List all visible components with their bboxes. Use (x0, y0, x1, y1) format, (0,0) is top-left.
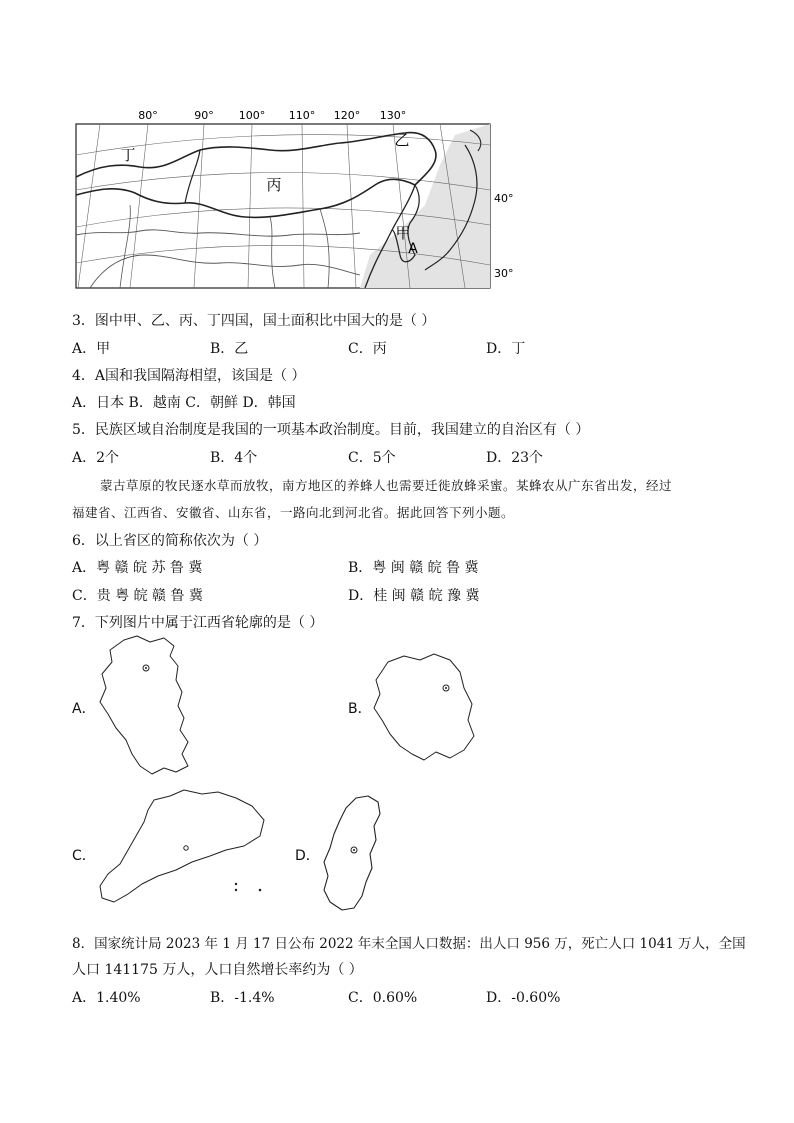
question-6-option-c[interactable]: C．贵 粤 皖 赣 鲁 冀 (72, 588, 203, 604)
question-8-option-d[interactable]: D．-0.60% (486, 990, 561, 1006)
question-7-figure-d[interactable] (316, 792, 388, 914)
question-6-stem: 6．以上省区的简称依次为（ ） (72, 533, 268, 549)
label-bing: 丙 (266, 176, 282, 194)
question-5-option-b[interactable]: B．4个 (210, 450, 258, 466)
capital-marker-icon (184, 846, 188, 850)
lon-label-120: 120° (333, 109, 361, 122)
lon-label-130: 130° (379, 109, 407, 122)
question-4-stem: 4．A国和我国隔海相望，该国是（ ） (72, 368, 306, 384)
question-8-stem-line-2: 人口 141175 万人，人口自然增长率约为（ ） (72, 962, 363, 978)
asia-map-svg (70, 105, 520, 295)
label-a: A (408, 241, 418, 257)
question-7-figure-a[interactable] (92, 632, 202, 778)
question-3-option-a[interactable]: A．甲 (72, 341, 111, 357)
question-8-option-a[interactable]: A．1.40% (72, 990, 141, 1006)
question-5-option-d[interactable]: D．23个 (486, 450, 544, 466)
lat-label-40: 40° (494, 192, 514, 205)
question-6-option-a[interactable]: A．粤 赣 皖 苏 鲁 冀 (72, 560, 203, 576)
label-jia: 甲 (395, 224, 411, 242)
question-7-label-d[interactable]: D． (295, 848, 320, 864)
capital-marker-icon (353, 849, 355, 851)
question-8-option-b[interactable]: B．-1.4% (210, 990, 275, 1006)
question-4-options[interactable]: A．日本 B．越南 C．朝鲜 D．韩国 (72, 395, 296, 411)
province-b-outline (374, 654, 474, 760)
capital-marker-icon (145, 667, 147, 669)
label-yi: 乙 (394, 131, 410, 149)
island-dot (235, 883, 237, 885)
jiangxi-outline (100, 636, 188, 774)
question-7-figure-b[interactable] (368, 648, 480, 766)
question-3-option-d[interactable]: D．丁 (486, 341, 526, 357)
island-dot (259, 889, 262, 892)
question-7-label-c[interactable]: C． (72, 848, 96, 864)
question-5-option-a[interactable]: A．2个 (72, 450, 120, 466)
label-ding: 丁 (120, 146, 136, 164)
lon-label-100: 100° (238, 109, 266, 122)
lon-label-90: 90° (194, 109, 214, 122)
question-7-label-b[interactable]: B． (348, 701, 372, 717)
lon-label-80: 80° (138, 109, 158, 122)
passage-line-1: 蒙古草原的牧民逐水草而放牧，南方地区的养蜂人也需要迁徙放蜂采蜜。某蜂农从广东省出发，经过 (100, 478, 673, 493)
question-3-option-b[interactable]: B．乙 (210, 341, 249, 357)
question-5-stem: 5．民族区域自治制度是我国的一项基本政治制度。目前，我国建立的自治区有（ ） (72, 422, 590, 438)
question-5-option-c[interactable]: C．5个 (348, 450, 396, 466)
question-3-option-c[interactable]: C．丙 (348, 341, 387, 357)
question-6-option-d[interactable]: D．桂 闽 赣 皖 豫 冀 (348, 588, 480, 604)
island-dot (235, 889, 237, 891)
question-8-stem-line-1: 8．国家统计局 2023 年 1 月 17 日公布 2022 年末全国人口数据：出人口 956 万，死亡人口 1041 万人，全国 (72, 936, 746, 952)
question-6-option-b[interactable]: B．粤 闽 赣 皖 鲁 冀 (348, 560, 479, 576)
question-7-stem: 7．下列图片中属于江西省轮廓的是（ ） (72, 615, 324, 631)
lon-label-110: 110° (288, 109, 316, 122)
question-8-option-c[interactable]: C．0.60% (348, 990, 418, 1006)
question-7-figure-c[interactable] (92, 786, 278, 912)
question-3-stem: 3．图中甲、乙、丙、丁四国，国土面积比中国大的是（ ） (72, 313, 436, 329)
province-c-outline (100, 790, 264, 902)
passage-line-2: 福建省、江西省、安徽省、山东省，一路向北到河北省。据此回答下列小题。 (72, 505, 515, 520)
province-d-outline (324, 796, 380, 910)
question-7-label-a[interactable]: A． (72, 701, 96, 717)
capital-marker-icon (445, 687, 447, 689)
lat-label-30: 30° (494, 267, 514, 280)
asia-map-figure (70, 105, 520, 295)
